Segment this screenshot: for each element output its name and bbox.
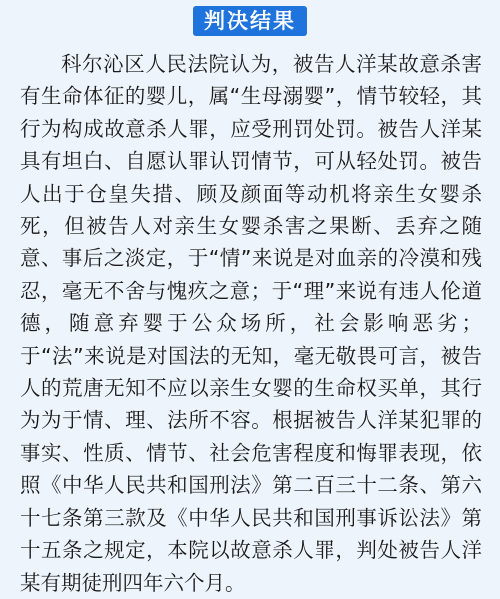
section-title: 判决结果 [204, 9, 296, 33]
judgment-paragraph: 科尔沁区人民法院认为，被告人洋某故意杀害有生命体征的婴儿，属“生母溺婴”，情节较轻，其行为构成故意杀人罪，应受刑罚处罚。被告人洋某具有坦白、自愿认罪认罚情节，可从轻处罚。被告人出于仓皇失措、顾及颜面等动机将亲生女婴杀死，但被告人对亲生女婴杀害之果断、丢弃之随意、事后之淡定，于“情”来说是对血亲的冷漠和残忍，毫无不舍与愧疚之意；于“理”来说有违人伦道德，随意弃婴于公众场所，社会影响恶劣；于“法”来说是对国法的无知，毫无敬畏可言，被告人的荒唐无知不应以亲生女婴的生命权买单，其行为为于情、理、法所不容。根据被告人洋某犯罪的事实、性质、情节、社会危害程度和悔罪表现，依照《中华人民共和国刑法》第二百三十二条、第六十七条第三款及《中华人民共和国刑事诉讼法》第十五条之规定，本院以故意杀人罪，判处被告人洋某有期徒刑四年六个月。 [20, 52, 482, 595]
section-title-banner [193, 6, 307, 36]
